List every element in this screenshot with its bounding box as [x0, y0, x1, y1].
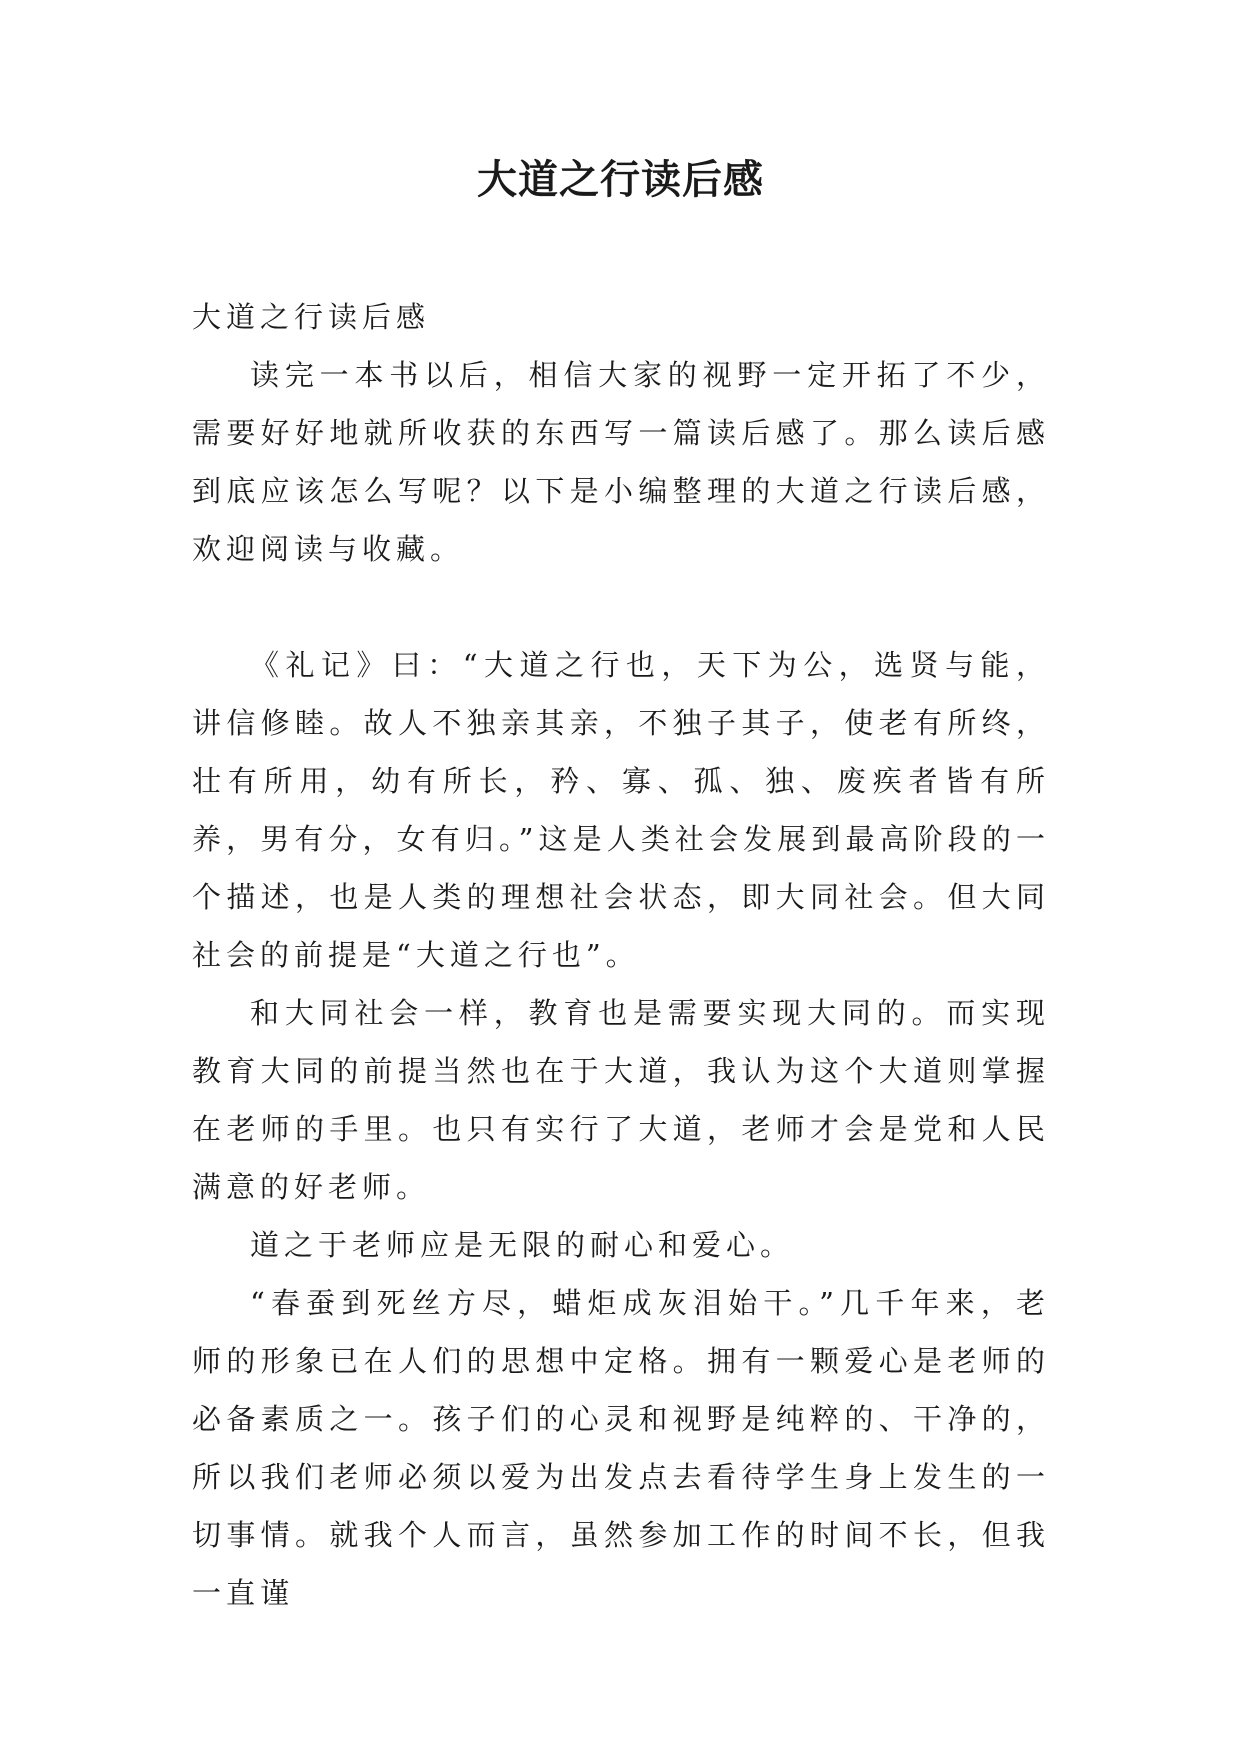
document-subtitle: 大道之行读后感	[192, 300, 431, 334]
paragraph-patience-love: 道之于老师应是无限的耐心和爱心。	[250, 1228, 795, 1262]
document-title: 大道之行读后感	[477, 156, 764, 203]
paragraph-education-datong: 和大同社会一样，教育也是需要实现大同的。而实现教育大同的前提当然也在于大道，我认为这个大道则掌握在老师的手里。也只有实行了大道，老师才会是党和人民满意的好老师。	[192, 996, 1050, 1204]
paragraph-intro: 读完一本书以后，相信大家的视野一定开拓了不少，需要好好地就所收获的东西写一篇读后感了。那么读后感到底应该怎么写呢？以下是小编整理的大道之行读后感，欢迎阅读与收藏。	[192, 358, 1050, 566]
paragraph-liji-quote: 《礼记》曰：“大道之行也，天下为公，选贤与能，讲信修睦。故人不独亲其亲，不独子其子，使老有所终，壮有所用，幼有所长，矜、寡、孤、独、废疾者皆有所养，男有分，女有归。”这是人类社会发展到最高阶段的一个描述，也是人类的理想社会状态，即大同社会。但大同社会的前提是“大道之行也”。	[192, 648, 1050, 972]
paragraph-gap	[192, 578, 1050, 636]
document-body	[192, 288, 1050, 1622]
paragraph-spring-silkworm: “春蚕到死丝方尽，蜡炬成灰泪始干。”几千年来，老师的形象已在人们的思想中定格。拥有一颗爱心是老师的必备素质之一。孩子们的心灵和视野是纯粹的、干净的，所以我们老师必须以爱为出发点去看待学生身上发生的一切事情。就我个人而言，虽然参加工作的时间不长，但我一直谨	[192, 1286, 1050, 1610]
